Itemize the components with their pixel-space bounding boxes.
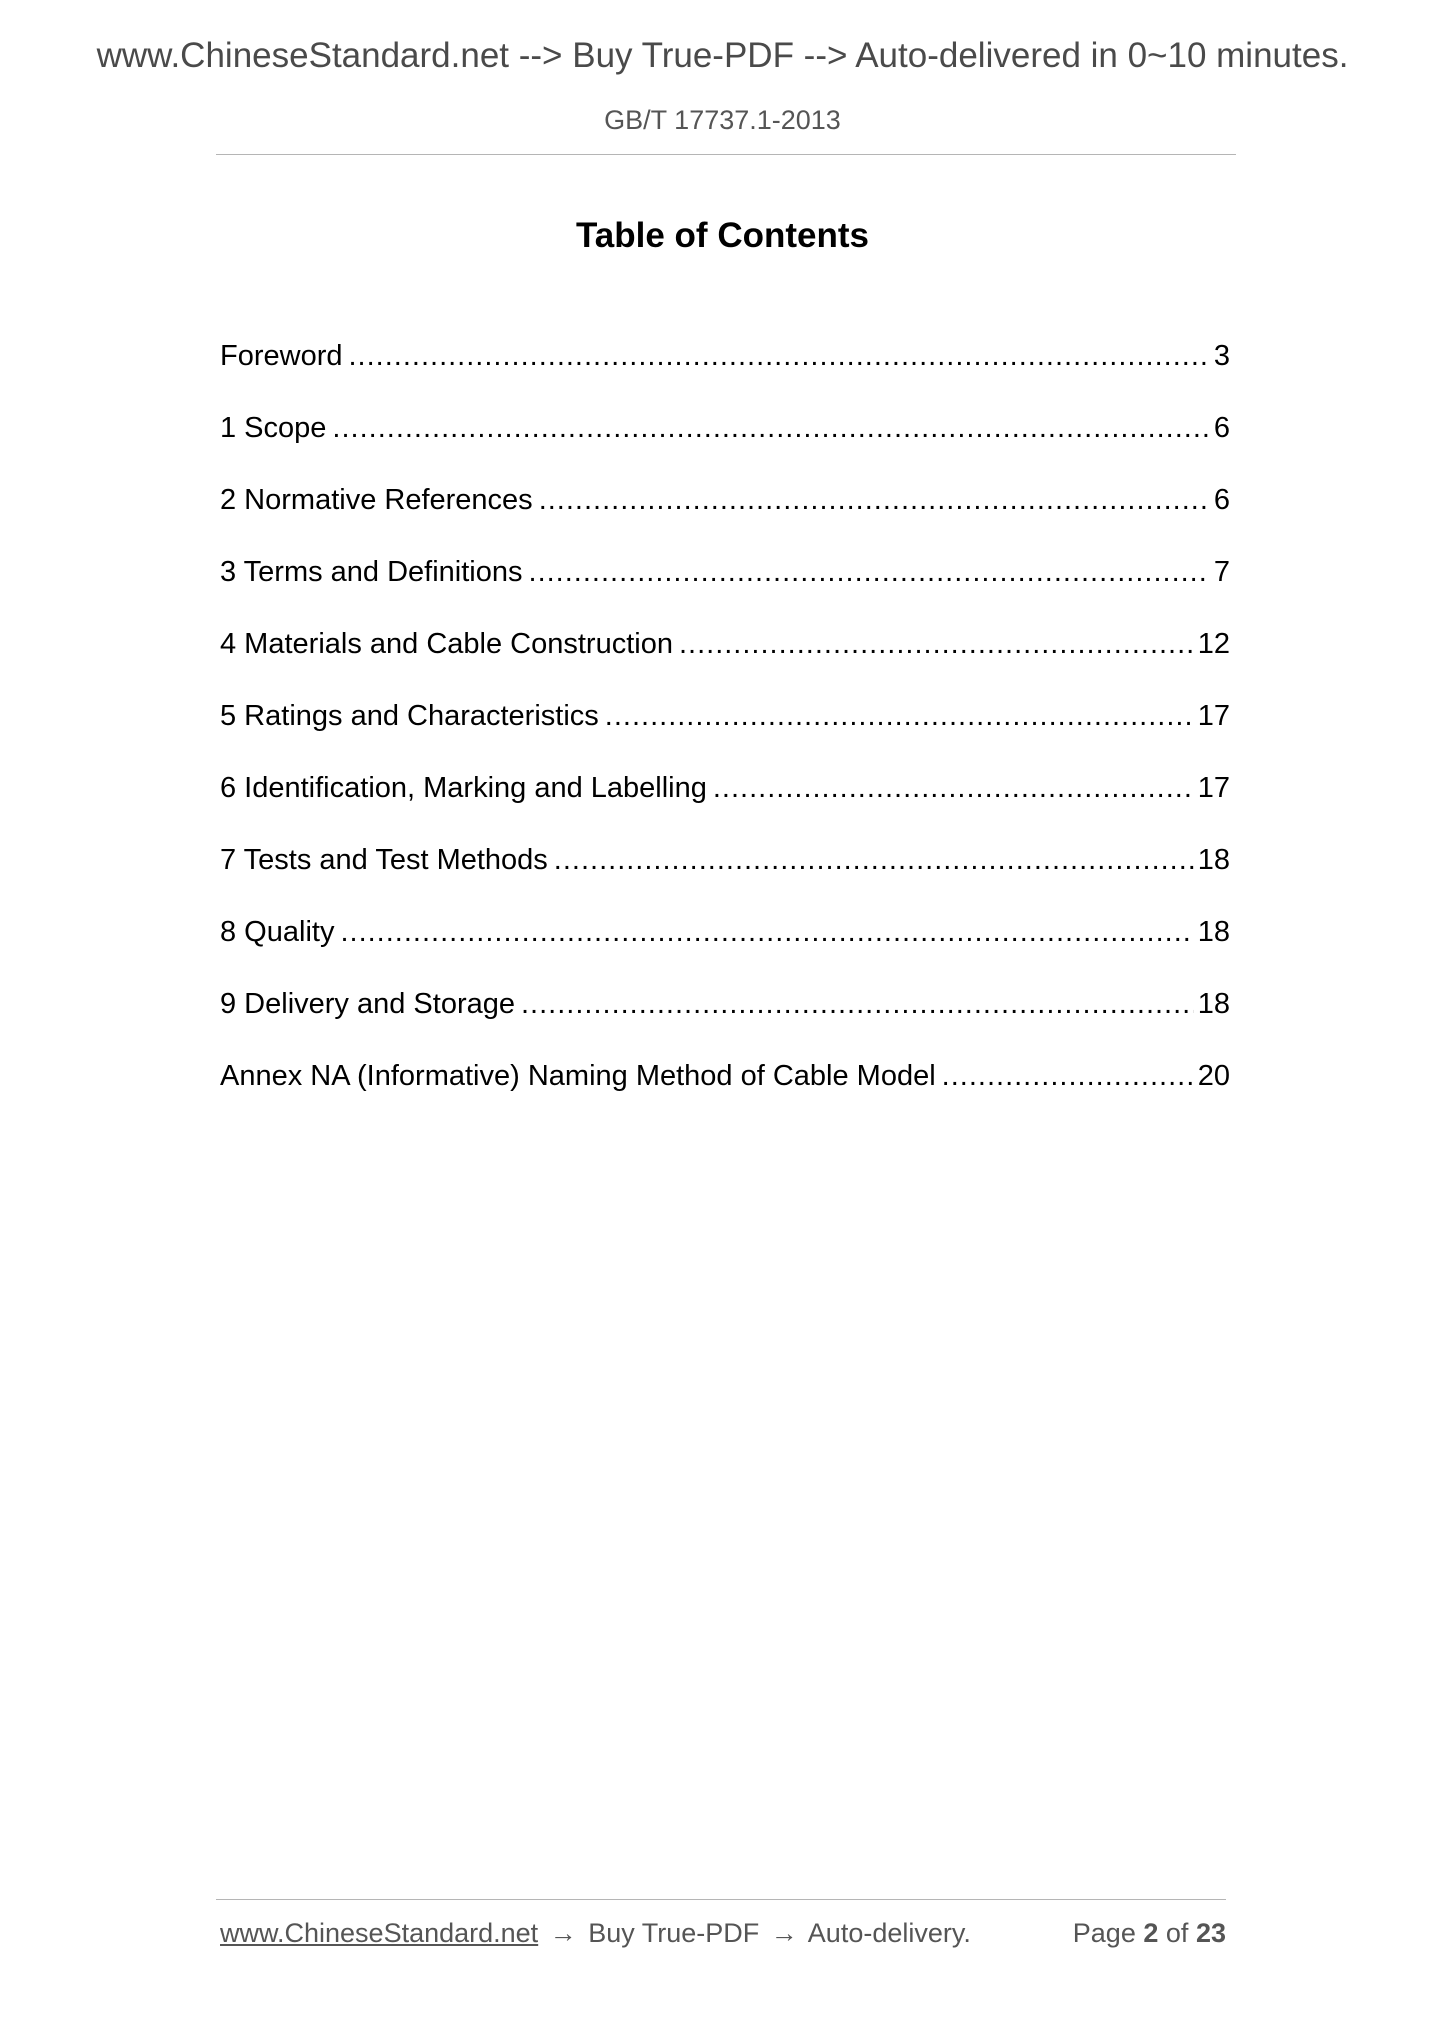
toc-dot-leader — [605, 696, 1194, 736]
toc-entry-label: 8 Quality — [220, 916, 335, 948]
toc-dot-leader — [529, 552, 1210, 592]
toc-entry-label: 1 Scope — [220, 412, 327, 444]
toc-dot-leader — [340, 912, 1193, 952]
toc-entry-page: 12 — [1197, 628, 1230, 660]
toc-entry-scope[interactable] — [220, 408, 1230, 480]
page-label: Page — [1072, 1918, 1136, 1948]
header-divider — [216, 154, 1236, 155]
toc-entry-page: 18 — [1197, 844, 1230, 876]
footer-delivery-text: Auto-delivery. — [807, 1918, 971, 1948]
toc-entry-materials-and-cable-construction[interactable] — [220, 624, 1230, 696]
toc-entry-page: 18 — [1197, 916, 1230, 948]
toc-list — [220, 336, 1230, 1128]
toc-dot-leader — [332, 408, 1209, 448]
top-banner: www.ChineseStandard.net --> Buy True-PDF --> Auto-delivered in 0~10 minutes. — [96, 36, 1349, 75]
toc-entry-delivery-and-storage[interactable] — [220, 984, 1230, 1056]
toc-entry-page: 6 — [1213, 412, 1230, 444]
toc-entry-ratings-and-characteristics[interactable] — [220, 696, 1230, 768]
toc-entry-label: 4 Materials and Cable Construction — [220, 628, 673, 660]
toc-entry-quality[interactable] — [220, 912, 1230, 984]
footer-divider — [216, 1899, 1226, 1900]
toc-dot-leader — [521, 984, 1194, 1024]
toc-entry-normative-references[interactable] — [220, 480, 1230, 552]
toc-entry-label: 6 Identification, Marking and Labelling — [220, 772, 707, 804]
toc-dot-leader — [349, 336, 1210, 376]
toc-entry-tests-and-test-methods[interactable] — [220, 840, 1230, 912]
toc-entry-label: 5 Ratings and Characteristics — [220, 700, 599, 732]
toc-dot-leader — [713, 768, 1194, 808]
toc-entry-label: Annex NA (Informative) Naming Method of Cable Model — [220, 1060, 936, 1092]
toc-entry-label: 9 Delivery and Storage — [220, 988, 515, 1020]
toc-entry-page: 17 — [1197, 772, 1230, 804]
toc-entry-identification-marking-labelling[interactable] — [220, 768, 1230, 840]
toc-entry-label: Foreword — [220, 340, 343, 372]
toc-entry-annex-na[interactable] — [220, 1056, 1230, 1128]
footer-promo — [220, 1918, 971, 1949]
toc-dot-leader — [539, 480, 1210, 520]
of-label: of — [1165, 1918, 1189, 1948]
total-page-count: 23 — [1195, 1918, 1226, 1948]
footer-buy-text: Buy True-PDF — [588, 1918, 760, 1948]
toc-entry-page: 17 — [1197, 700, 1230, 732]
arrow-right-icon: → — [549, 1918, 577, 1948]
toc-entry-page: 20 — [1197, 1060, 1230, 1092]
document-code: GB/T 17737.1-2013 — [604, 105, 841, 135]
page-indicator — [1073, 1918, 1226, 1949]
toc-dot-leader — [554, 840, 1194, 880]
toc-entry-terms-and-definitions[interactable] — [220, 552, 1230, 624]
toc-entry-label: 3 Terms and Definitions — [220, 556, 523, 588]
toc-entry-label: 2 Normative References — [220, 484, 533, 516]
toc-entry-page: 3 — [1213, 340, 1230, 372]
page-footer — [220, 1918, 1226, 1958]
toc-title: Table of Contents — [576, 216, 869, 255]
toc-dot-leader — [679, 624, 1194, 664]
toc-entry-page: 6 — [1213, 484, 1230, 516]
current-page-number: 2 — [1143, 1918, 1159, 1948]
toc-dot-leader — [942, 1056, 1194, 1096]
toc-entry-foreword[interactable] — [220, 336, 1230, 408]
toc-entry-label: 7 Tests and Test Methods — [220, 844, 548, 876]
footer-site-link[interactable]: www.ChineseStandard.net — [220, 1918, 539, 1948]
toc-entry-page: 7 — [1213, 556, 1230, 588]
toc-entry-page: 18 — [1197, 988, 1230, 1020]
arrow-right-icon: → — [770, 1918, 798, 1948]
